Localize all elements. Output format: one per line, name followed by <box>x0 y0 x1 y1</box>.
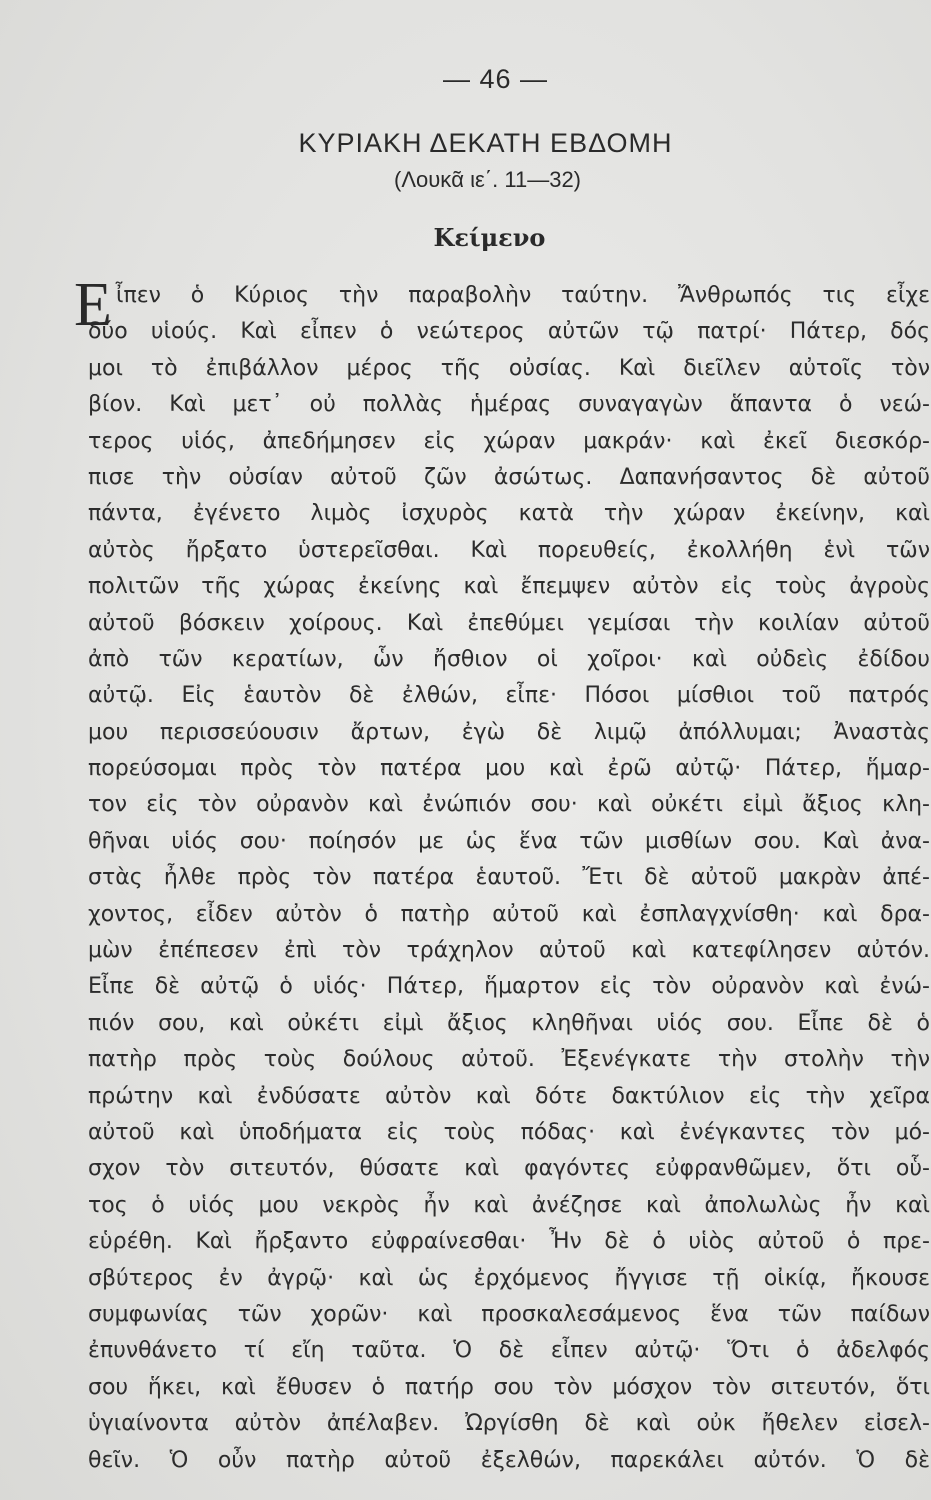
text-line: πατὴρ πρὸς τοὺς δούλους αὐτοῦ. Ἐξενέγκατε τὴν στολὴν τὴν <box>88 1047 930 1073</box>
text-line: συμφωνίας τῶν χορῶν· καὶ προσκαλεσάμενος ἕνα τῶν παίδων <box>88 1301 930 1327</box>
text-line: τερος υἱός, ἀπεδήμησεν εἰς χώραν μακράν· καὶ ἐκεῖ διεσκόρ- <box>88 428 930 454</box>
text-line: ἀπὸ τῶν κερατίων, ὧν ἤσθιον οἱ χοῖροι· καὶ οὐδεὶς ἐδίδου <box>88 646 930 672</box>
text-line: μου περισσεύουσιν ἄρτων, ἐγὼ δὲ λιμῷ ἀπόλλυμαι; Ἀναστὰς <box>88 719 930 745</box>
text-line: στὰς ἦλθε πρὸς τὸν πατέρα ἑαυτοῦ. Ἔτι δὲ αὐτοῦ μακρὰν ἀπέ- <box>88 865 930 891</box>
text-line: σου ἥκει, καὶ ἔθυσεν ὁ πατήρ σου τὸν μόσχον τὸν σιτευτόν, ὅτι <box>88 1374 930 1400</box>
body-text <box>74 271 930 1479</box>
text-line: δύο υἱούς. Καὶ εἶπεν ὁ νεώτερος αὐτῶν τῷ πατρί· Πάτερ, δός <box>88 319 930 345</box>
text-line: θεῖν. Ὁ οὖν πατὴρ αὐτοῦ ἐξελθών, παρεκάλει αὐτόν. Ὁ δὲ <box>88 1447 930 1473</box>
text-line: πορεύσομαι πρὸς τὸν πατέρα μου καὶ ἐρῶ αὐτῷ· Πάτερ, ἥμαρ- <box>88 756 930 782</box>
text-line: χοντος, εἶδεν αὐτὸν ὁ πατὴρ αὐτοῦ καὶ ἐσπλαγχνίσθη· καὶ δρα- <box>88 901 930 927</box>
text-line: εὑρέθη. Καὶ ἤρξαντο εὐφραίνεσθαι· Ἦν δὲ ὁ υἱὸς αὐτοῦ ὁ πρε- <box>88 1229 930 1255</box>
text-line: αὐτοῦ καὶ ὑποδήματα εἰς τοὺς πόδας· καὶ ἐνέγκαντες τὸν μό- <box>88 1119 930 1145</box>
text-line: πολιτῶν τῆς χώρας ἐκείνης καὶ ἔπεμψεν αὐτὸν εἰς τοὺς ἀγροὺς <box>88 574 930 600</box>
text-line: βίον. Καὶ μετ᾽ οὐ πολλὰς ἡμέρας συναγαγὼν ἅπαντα ὁ νεώ- <box>88 392 930 418</box>
text-line: αὐτοῦ βόσκειν χοίρους. Καὶ ἐπεθύμει γεμίσαι τὴν κοιλίαν αὐτοῦ <box>88 610 930 636</box>
text-line: πρώτην καὶ ἐνδύσατε αὐτὸν καὶ δότε δακτύλιον εἰς τὴν χεῖρα <box>88 1083 930 1109</box>
text-line-content: ἶπεν ὁ Κύριος τὴν παραβολὴν ταύτην. Ἄνθρωπός τις εἶχε <box>116 283 930 308</box>
text-line: ἐπυνθάνετο τί εἴη ταῦτα. Ὁ δὲ εἶπεν αὐτῷ· Ὅτι ὁ ἀδελφός <box>88 1338 930 1364</box>
text-line: σβύτερος ἐν ἀγρῷ· καὶ ὡς ἐρχόμενος ἤγγισε τῇ οἰκίᾳ, ἤκουσε <box>88 1265 930 1291</box>
text-line: πισε τὴν οὐσίαν αὐτοῦ ζῶν ἀσώτως. Δαπανήσαντος δὲ αὐτοῦ <box>88 464 930 490</box>
text-line: τος ὁ υἱός μου νεκρὸς ἦν καὶ ἀνέζησε καὶ ἀπολωλὼς ἦν καὶ <box>88 1192 930 1218</box>
text-line: πιόν σου, καὶ οὐκέτι εἰμὶ ἄξιος κληθῆναι υἱός σου. Εἶπε δὲ ὁ <box>88 1010 930 1036</box>
text-line: θῆναι υἱός σου· ποίησόν με ὡς ἕνα τῶν μισθίων σου. Καὶ ἀνα- <box>88 828 930 854</box>
text-line: ὑγιαίνοντα αὐτὸν ἀπέλαβεν. Ὠργίσθη δὲ καὶ οὐκ ἤθελεν εἰσελ- <box>88 1411 930 1437</box>
text-line: αὐτὸς ἤρξατο ὑστερεῖσθαι. Καὶ πορευθείς, ἐκολλήθη ἑνὶ τῶν <box>88 537 930 563</box>
chapter-title: ΚΥΡΙΑΚΗ ΔΕΚΑΤΗ ΕΒΔΟΜΗ <box>298 128 673 158</box>
text-line: μοι τὸ ἐπιβάλλον μέρος τῆς οὐσίας. Καὶ διεῖλεν αὐτοῖς τὸν <box>88 355 930 381</box>
text-line: σχον τὸν σιτευτόν, θύσατε καὶ φαγόντες εὐφρανθῶμεν, ὅτι οὗ- <box>88 1156 930 1182</box>
text-line: μὼν ἐπέπεσεν ἐπὶ τὸν τράχηλον αὐτοῦ καὶ κατεφίλησεν αὐτόν. <box>88 938 930 964</box>
text-line: τον εἰς τὸν οὐρανὸν καὶ ἐνώπιόν σου· καὶ οὐκέτι εἰμὶ ἄξιος κλη- <box>88 792 930 818</box>
section-title: Κείμενο <box>433 223 546 252</box>
scripture-reference: (Λουκᾶ ιε΄. 11—32) <box>394 167 581 192</box>
text-line: Εἶπε δὲ αὐτῷ ὁ υἱός· Πάτερ, ἥμαρτον εἰς τὸν οὐρανὸν καὶ ἐνώ- <box>88 974 930 1000</box>
drop-cap: Ε <box>74 271 112 339</box>
text-line: αὐτῷ. Εἰς ἑαυτὸν δὲ ἐλθών, εἶπε· Πόσοι μίσθιοι τοῦ πατρός <box>88 683 930 709</box>
page-number: — 46 — <box>442 64 549 94</box>
text-line: πάντα, ἐγένετο λιμὸς ἰσχυρὸς κατὰ τὴν χώραν ἐκείνην, καὶ <box>88 501 930 527</box>
